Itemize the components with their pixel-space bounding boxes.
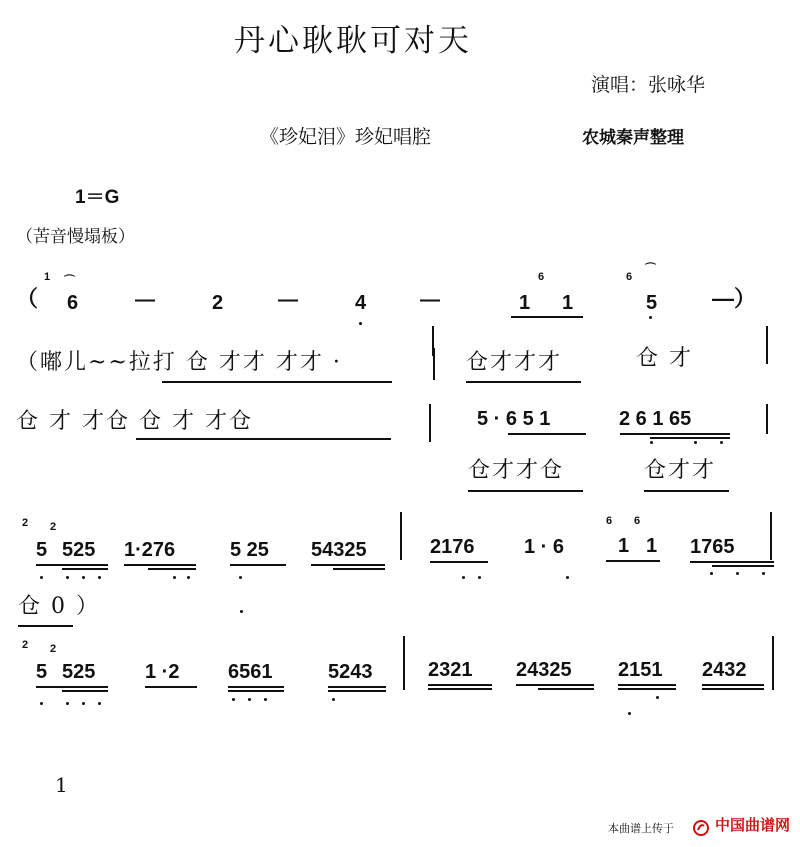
grace-note: 6 [538,271,545,283]
octave-dot [710,572,713,575]
octave-dot [649,316,652,319]
dash: — [278,289,298,311]
octave-dot [98,576,101,579]
notes: 2176 [430,536,475,558]
notes: 2 6 1 65 [619,408,692,430]
note: 1 [519,292,531,314]
underline [538,688,594,690]
bar-line [433,348,435,380]
octave-dot [359,322,362,325]
underline [328,690,386,692]
note: 4 [355,292,367,314]
underline [328,686,386,688]
octave-dot [478,576,481,579]
underline [468,490,583,492]
underline [428,688,492,690]
octave-dot [736,572,739,575]
underline [62,568,108,570]
tempo-marking: （苦音慢塌板） [16,227,135,247]
underline [18,625,73,627]
underline [618,688,676,690]
note: 5 [36,661,48,683]
octave-dot [40,702,43,705]
bar-line [403,636,405,690]
dash: — [420,289,440,311]
notes: 2432 [702,659,747,681]
octave-dot [66,702,69,705]
upload-note: 本曲谱上传于 [608,822,674,835]
octave-dot [98,702,101,705]
notes: 525 [62,661,96,683]
underline [516,684,594,686]
percussion-text: 仓才才才 [466,350,563,375]
underline [36,564,108,566]
underline [466,381,581,383]
notes: 24325 [516,659,572,681]
underline [136,438,391,440]
percussion-text: 仓 才 才仓 仓 才 才仓 [16,409,253,434]
octave-dot [66,576,69,579]
underline [230,564,286,566]
note: 5 [646,292,658,314]
fermata-icon: ⌒ [645,263,656,275]
underline [124,564,196,566]
source-credit: 《珍妃泪》珍妃唱腔 [260,126,432,148]
underline [644,490,729,492]
underline [36,686,108,688]
underline [620,433,730,435]
arranger-credit: 农城秦声整理 [582,128,684,148]
grace-note: 2 [22,639,29,651]
percussion-text: 仓 0 ） [18,594,100,619]
underline [148,568,196,570]
underline [618,684,676,686]
notes: 525 [62,539,96,561]
bar-line [770,512,772,560]
bar-line [766,404,768,434]
underline [508,433,586,435]
octave-dot [173,576,176,579]
notes: 5243 [328,661,373,683]
bar-line [400,512,402,560]
note: 1 [618,535,630,557]
site-name[interactable]: 中国曲谱网 [715,816,791,834]
note: 2 [212,292,224,314]
underline [62,690,108,692]
octave-dot [40,576,43,579]
octave-dot [232,698,235,701]
grace-note: 1 [44,271,51,283]
dash-close: —） [712,286,757,311]
octave-dot [462,576,465,579]
notes: 54325 [311,539,367,561]
fermata-icon: ⌒ [64,275,75,287]
underline [333,568,385,570]
underline [650,437,730,439]
site-logo-icon [693,820,709,836]
grace-note: 2 [22,517,29,529]
underline [702,688,764,690]
underline [712,565,774,567]
octave-dot [656,696,659,699]
note: 6 [67,292,79,314]
percussion-text: 仓才才仓 [468,458,565,483]
underline [430,561,488,563]
octave-dot [762,572,765,575]
bar-line [766,326,768,364]
notes: 1 · 6 [524,536,565,558]
underline [228,686,284,688]
note: 1 [646,535,658,557]
page-number: 1 [55,773,68,797]
octave-dot [264,698,267,701]
open-paren: （ [16,286,39,311]
octave-dot [650,441,653,444]
grace-note: 6 [606,515,613,527]
octave-dot [82,702,85,705]
bar-line [429,404,431,442]
underline [511,316,583,318]
octave-dot [628,712,631,715]
grace-note: 2 [50,521,57,533]
octave-dot [332,698,335,701]
percussion-text: 仓才才 [644,458,717,483]
percussion-text: （嘟儿~~拉打 仓 才才 才才 · [16,350,342,375]
underline [311,564,385,566]
notes: 5 25 [230,539,269,561]
underline [606,560,660,562]
performer-credit: 演唱：张咏华 [591,74,706,96]
percussion-text: 仓 才 [636,346,693,371]
underline [702,684,764,686]
octave-dot [248,698,251,701]
underline [145,686,197,688]
underline [162,381,392,383]
notes: 1·276 [124,539,176,561]
note: 5 [36,539,48,561]
grace-note: 2 [50,643,57,655]
notes: 2321 [428,659,473,681]
octave-dot [240,610,243,613]
octave-dot [187,576,190,579]
note: 1 [562,292,574,314]
octave-dot [694,441,697,444]
bar-line [772,636,774,690]
notes: 1 ·2 [145,661,180,683]
song-title: 丹心耿耿可对天 [234,23,472,59]
notes: 1765 [690,536,735,558]
octave-dot [239,576,242,579]
notes: 2151 [618,659,663,681]
key-signature: 1＝G [75,187,120,208]
underline [228,690,284,692]
underline [428,684,492,686]
octave-dot [566,576,569,579]
underline [690,561,774,563]
grace-note: 6 [626,271,633,283]
octave-dot [720,441,723,444]
dash: — [135,289,155,311]
octave-dot [82,576,85,579]
notes: 5 · 6 5 1 [477,408,551,430]
grace-note: 6 [634,515,641,527]
notes: 6561 [228,661,273,683]
